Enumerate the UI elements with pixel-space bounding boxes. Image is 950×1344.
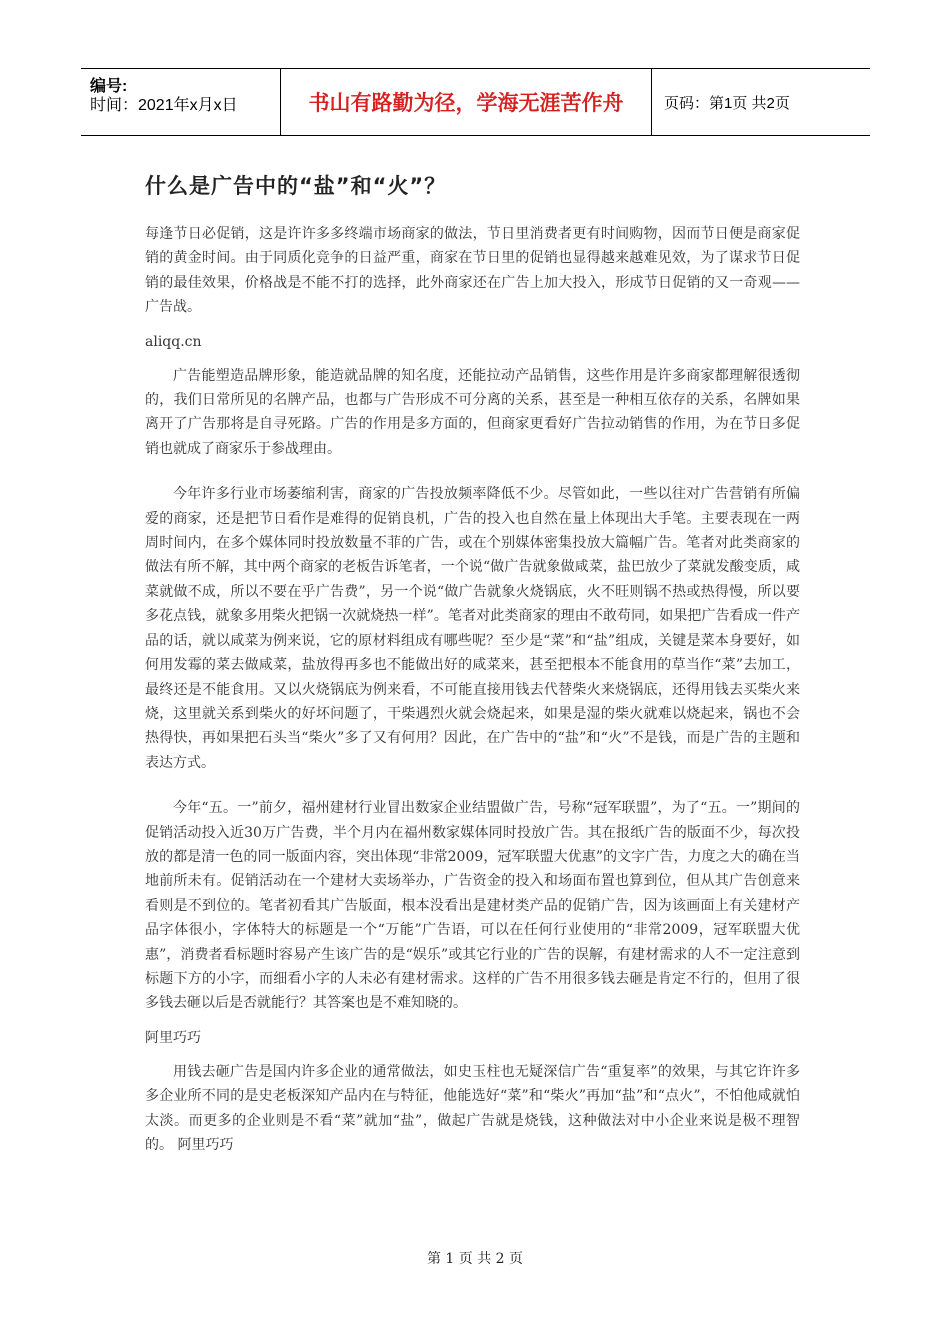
document-number-label: 编号: <box>90 78 128 95</box>
paragraph-3: 今年许多行业市场萎缩利害，商家的广告投放频率降低不少。尽管如此，一些以往对广告营销有所偏爱的商家，还是把节日看作是难得的促销良机，广告的投入也自然在量上体现出大手笔。主要表现在一两周时间内，在多个媒体同时投放数量不菲的广告，或在个别媒体密集投放大篇幅广告。笔者对此类商家的做法有所不解，其中两个商家的老板告诉笔者，一个说“做广告就象做咸菜，盐巴放少了菜就发酸变质，咸菜就做不成，所以不要在乎广告费”，另一个说“做广告就象火烧锅底，火不旺则锅不热或热得慢，所以要多花点钱，就象多用柴火把锅一次就烧热一样”。笔者对此类商家的理由不敢苟同，如果把广告看成一件产品的话，就以咸菜为例来说，它的原材料组成有哪些呢？至少是“菜”和“盐”组成，关键是菜本身要好，如何用发霉的菜去做咸菜，盐放得再多也不能做出好的咸菜来，甚至把根本不能食用的草当作“菜”去加工，最终还是不能食用。又以火烧锅底为例来看，不可能直接用钱去代替柴火来烧锅底，还得用钱去买柴火来烧，这里就关系到柴火的好坏问题了，干柴遇烈火就会烧起来，如果是湿的柴火就难以烧起来，锅也不会热得快，再如果把石头当“柴火”多了又有何用？因此，在广告中的“盐”和“火”不是钱，而是广告的主题和表达方式。 <box>145 486 800 771</box>
page-code-label: 页码：第1页 共2页 <box>664 94 790 112</box>
motto-text: 书山有路勤为径，学海无涯苦作舟 <box>308 91 624 115</box>
header-info-cell <box>81 69 281 135</box>
source-note-2: 阿里巧巧 <box>145 1029 201 1046</box>
document-time-label: 时间：2021年x月x日 <box>90 97 238 114</box>
page-footer: 第 1 页 共 2 页 <box>426 1251 524 1267</box>
article-title: 什么是广告中的“盐”和“火”？ <box>145 174 447 198</box>
paragraph-5: 用钱去砸广告是国内许多企业的通常做法，如史玉柱也无疑深信广告“重复率”的效果，与其它许许多多企业所不同的是史老板深知产品内在与特征，他能选好“菜”和“柴火”再加“盐”和“点火”，不怕他咸就怕太淡。而更多的企业则是不看“菜”就加“盐”，做起广告就是烧钱，这种做法对中小企业来说是极不理智的。 阿里巧巧 <box>145 1063 800 1153</box>
header-motto-cell <box>281 69 652 135</box>
paragraph-2: 广告能塑造品牌形象，能造就品牌的知名度，还能拉动产品销售，这些作用是许多商家都理解很透彻的，我们日常所见的名牌产品，也都与广告形成不可分离的关系，甚至是一种相互依存的关系，名牌如果离开了广告那将是自寻死路。广告的作用是多方面的，但商家更看好广告拉动销售的作用，为在节日多促销也就成了商家乐于参战理由。 <box>145 367 800 457</box>
paragraph-1: 每逢节日必促销，这是许许多多终端市场商家的做法，节日里消费者更有时间购物，因而节日便是商家促销的黄金时间。由于同质化竞争的日益严重，商家在节日里的促销也显得越来越难见效，为了谋求节日促销的最佳效果，价格战是不能不打的选择，此外商家还在广告上加大投入，形成节日促销的又一奇观——广告战。 <box>145 226 800 316</box>
paragraph-4: 今年“五。一”前夕，福州建材行业冒出数家企业结盟做广告，号称“冠军联盟”，为了“五。一”期间的促销活动投入近30万广告费，半个月内在福州数家媒体同时投放广告。其在报纸广告的版面不少，每次投放的都是清一色的同一版面内容，突出体现“非常2009，冠军联盟大优惠”的文字广告，力度之大的确在当地前所未有。促销活动在一个建材大卖场举办，广告资金的投入和场面布置也算到位，但从其广告创意来看则是不到位的。笔者初看其广告版面，根本没看出是建材类产品的促销广告，因为该画面上有关建材产品字体很小，字体特大的标题是一个“万能”广告语，可以在任何行业使用的“非常2009，冠军联盟大优惠”，消费者看标题时容易产生该广告的是“娱乐”或其它行业的广告的误解，有建材需求的人不一定注意到标题下方的小字，而细看小字的人未必有建材需求。这样的广告不用很多钱去砸是肯定不行的，但用了很多钱去砸以后是否就能行？其答案也是不难知晓的。 <box>145 800 800 1012</box>
header-page-cell <box>652 69 870 135</box>
source-note-1: aliqq.cn <box>145 333 202 350</box>
article-body <box>145 222 800 1157</box>
header-table <box>81 68 870 136</box>
